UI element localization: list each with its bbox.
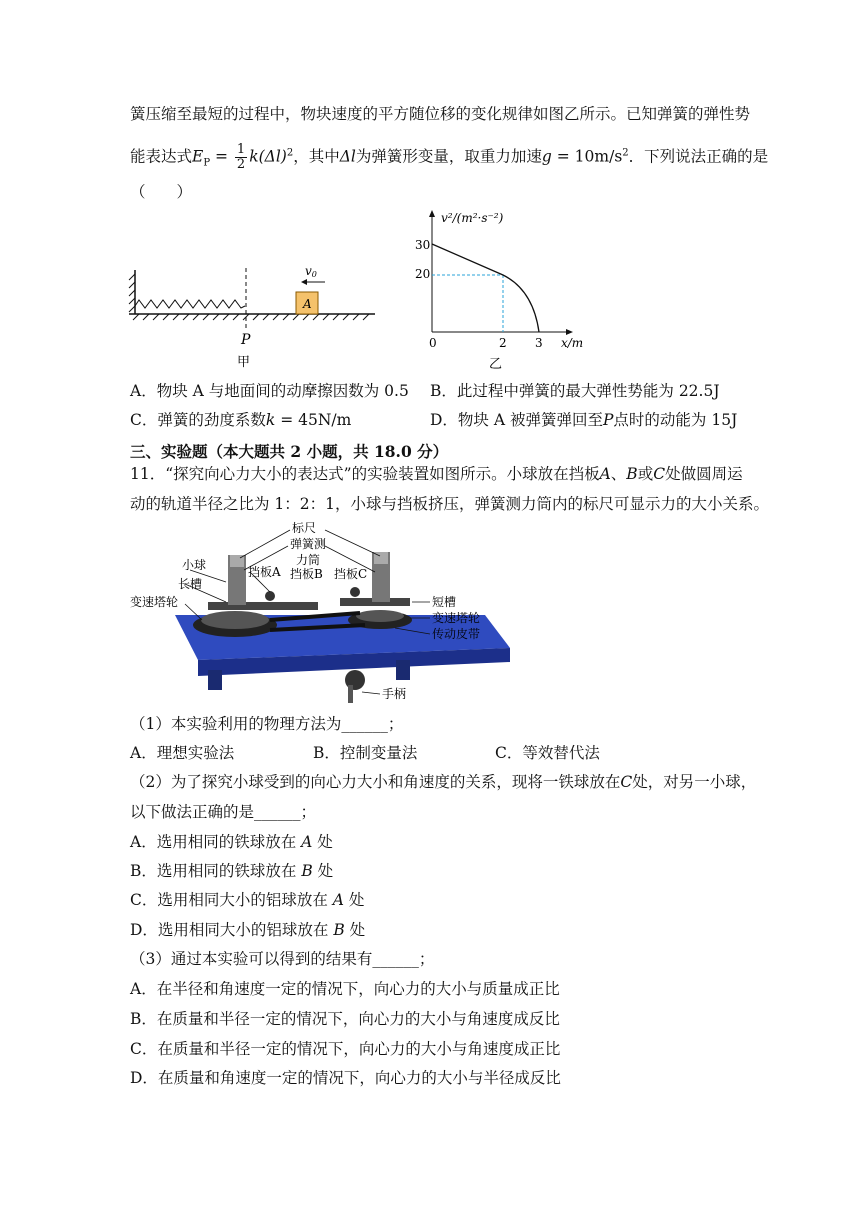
label-long-slot: 长槽 <box>178 577 203 591</box>
q11-part2-option-a: A．选用相同的铁球放在 A 处 <box>130 833 333 851</box>
option-d-p: P <box>602 411 614 429</box>
label-ball: 小球 <box>182 558 207 572</box>
option-c-value: = 45N/m <box>275 411 352 429</box>
q11-part2-option-b: B．选用相同的铁球放在 B 处 <box>130 862 334 880</box>
baffle-b-letter: B <box>626 465 638 483</box>
q11-part1-option-b: B．控制变量法 <box>313 744 418 762</box>
label-baffle-c: 挡板C <box>334 567 368 581</box>
y-tick-20: 20 <box>415 267 431 281</box>
q11-part2-text: （2）为了探究小球受到的向心力大小和角速度的关系，现将一铁球放在 <box>130 773 621 791</box>
q10-line2-text-c: 为弹簧形变量，取重力加速 <box>355 147 542 166</box>
sep: 、 <box>610 465 627 483</box>
frac-num: 1 <box>236 142 246 157</box>
option-d-text: D．物块 A 被弹簧弹回至 <box>430 411 603 429</box>
leg-right <box>396 660 410 680</box>
label-spring2: 力筒 <box>296 553 321 567</box>
delta-l: Δl <box>339 147 356 166</box>
q11-part2-c: C <box>620 773 633 791</box>
ball-left <box>265 591 275 601</box>
caption-yi: 乙 <box>489 357 503 372</box>
q10-answer-blank: （ ） <box>130 183 193 201</box>
frac-den: 2 <box>236 157 246 172</box>
q11-part2-option-d: D．选用相同大小的铝球放在 B 处 <box>130 921 366 939</box>
x-tick-2: 2 <box>499 336 507 350</box>
q11-part2-option-c: C．选用相同大小的铝球放在 A 处 <box>130 891 365 909</box>
ground-hatch <box>133 314 369 320</box>
or-text: 或 <box>637 465 654 483</box>
q10-option-a: A．物块 A 与地面间的动摩擦因数为 0.5 <box>130 382 409 400</box>
y-axis-label: v²/(m²·s⁻²) <box>441 211 504 225</box>
figure-jia <box>125 262 385 372</box>
q11-part3-option-d: D．在质量和角速度一定的情况下，向心力的大小与半径成反比 <box>130 1069 561 1087</box>
y-axis-arrow <box>429 210 435 217</box>
q10-option-c <box>130 410 351 430</box>
apparatus-figure <box>130 520 530 706</box>
x-tick-3: 3 <box>535 336 543 350</box>
label-belt: 传动皮带 <box>432 627 481 641</box>
block-a-label: A <box>303 297 312 311</box>
label-baffle-b: 挡板B <box>290 567 323 581</box>
q11-part1: （1）本实验利用的物理方法为______； <box>130 715 404 733</box>
q11-part2-line2: 以下做法正确的是______； <box>130 803 317 821</box>
point-p-label: P <box>241 332 251 348</box>
g-symbol: g <box>541 147 552 166</box>
q11-line1 <box>130 464 743 484</box>
option-c-text: C．弹簧的劲度系数 <box>130 411 266 429</box>
label-pulley-right: 变速塔轮 <box>432 611 481 625</box>
y-tick-30: 30 <box>415 238 431 252</box>
q11-line2: 动的轨道半径之比为 1：2：1，小球与挡板挤压，弹簧测力筒内的标尺可显示力的大小关系。 <box>130 495 770 513</box>
q11-part1-option-a: A．理想实验法 <box>130 744 235 762</box>
label-handle: 手柄 <box>382 687 407 701</box>
spring <box>135 300 245 308</box>
ep-symbol: E <box>192 147 204 166</box>
leg-left <box>208 670 222 690</box>
option-c-k: k <box>265 411 276 429</box>
q11-part3-option-c: C．在质量和半径一定的情况下，向心力的大小与角速度成正比 <box>130 1040 561 1058</box>
q11-part3: （3）通过本实验可以得到的结果有______； <box>130 950 435 968</box>
q11-part3-option-b: B．在质量和半径一定的情况下，向心力的大小与角速度成反比 <box>130 1010 560 1028</box>
q11-part3-option-a: A．在半径和角速度一定的情况下，向心力的大小与质量成正比 <box>130 980 560 998</box>
section-3-heading: 三、实验题（本大题共 2 小题，共 18.0 分） <box>130 442 449 461</box>
fraction-half <box>235 143 247 172</box>
q10-line2-text-b: ，其中 <box>293 147 340 166</box>
label-spring1: 弹簧测 <box>290 537 327 551</box>
ep-expression: k(Δl) <box>249 147 287 166</box>
g-value: = 10m/s <box>551 147 623 166</box>
baffle-a-letter: A <box>599 465 611 483</box>
v2-curve <box>432 244 539 332</box>
x-tick-0: 0 <box>429 336 437 350</box>
label-ruler: 标尺 <box>292 521 317 535</box>
wall-hatch <box>129 274 135 312</box>
ep-subscript: P <box>203 157 211 169</box>
x-axis-label: x/m <box>561 336 584 350</box>
q11-part1-option-c: C．等效替代法 <box>495 744 600 762</box>
q10-line1: 簧压缩至最短的过程中，物块速度的平方随位移的变化规律如图乙所示。已知弹簧的弹性势 <box>130 105 751 123</box>
q10-line2-text-d: ．下列说法正确的是 <box>628 147 769 166</box>
label-short-slot: 短槽 <box>432 595 457 609</box>
ep-superscript: 2 <box>286 147 294 159</box>
v0-arrowhead <box>301 279 307 285</box>
x-axis-arrow <box>566 329 573 335</box>
q10-option-d <box>430 410 737 430</box>
q11-line1-end: 处做圆周运 <box>665 465 743 483</box>
q11-part2 <box>130 772 756 792</box>
q10-line2-text-a: 能表达式 <box>130 147 193 166</box>
q11-line1-text: 11．“探究向心力大小的表达式”的实验装置如图所示。小球放在挡板 <box>130 465 600 483</box>
caption-jia: 甲 <box>237 355 251 370</box>
handle-crank <box>348 685 353 703</box>
figure-yi <box>405 204 584 374</box>
ball-right <box>350 587 360 597</box>
long-slot <box>208 602 318 610</box>
q11-part2-end: 处，对另一小球， <box>632 773 757 791</box>
q10-option-b: B．此过程中弹簧的最大弹性势能为 22.5J <box>430 382 720 400</box>
label-baffle-a: 挡板A <box>248 565 281 579</box>
g-superscript: 2 <box>622 147 629 159</box>
baffle-c-letter: C <box>653 465 666 483</box>
v0-label: v0 <box>305 264 317 279</box>
equals: = <box>210 147 233 166</box>
option-d-rest: 点时的动能为 15J <box>613 411 738 429</box>
label-pulley-left: 变速塔轮 <box>130 595 179 609</box>
q10-line2 <box>130 143 768 174</box>
